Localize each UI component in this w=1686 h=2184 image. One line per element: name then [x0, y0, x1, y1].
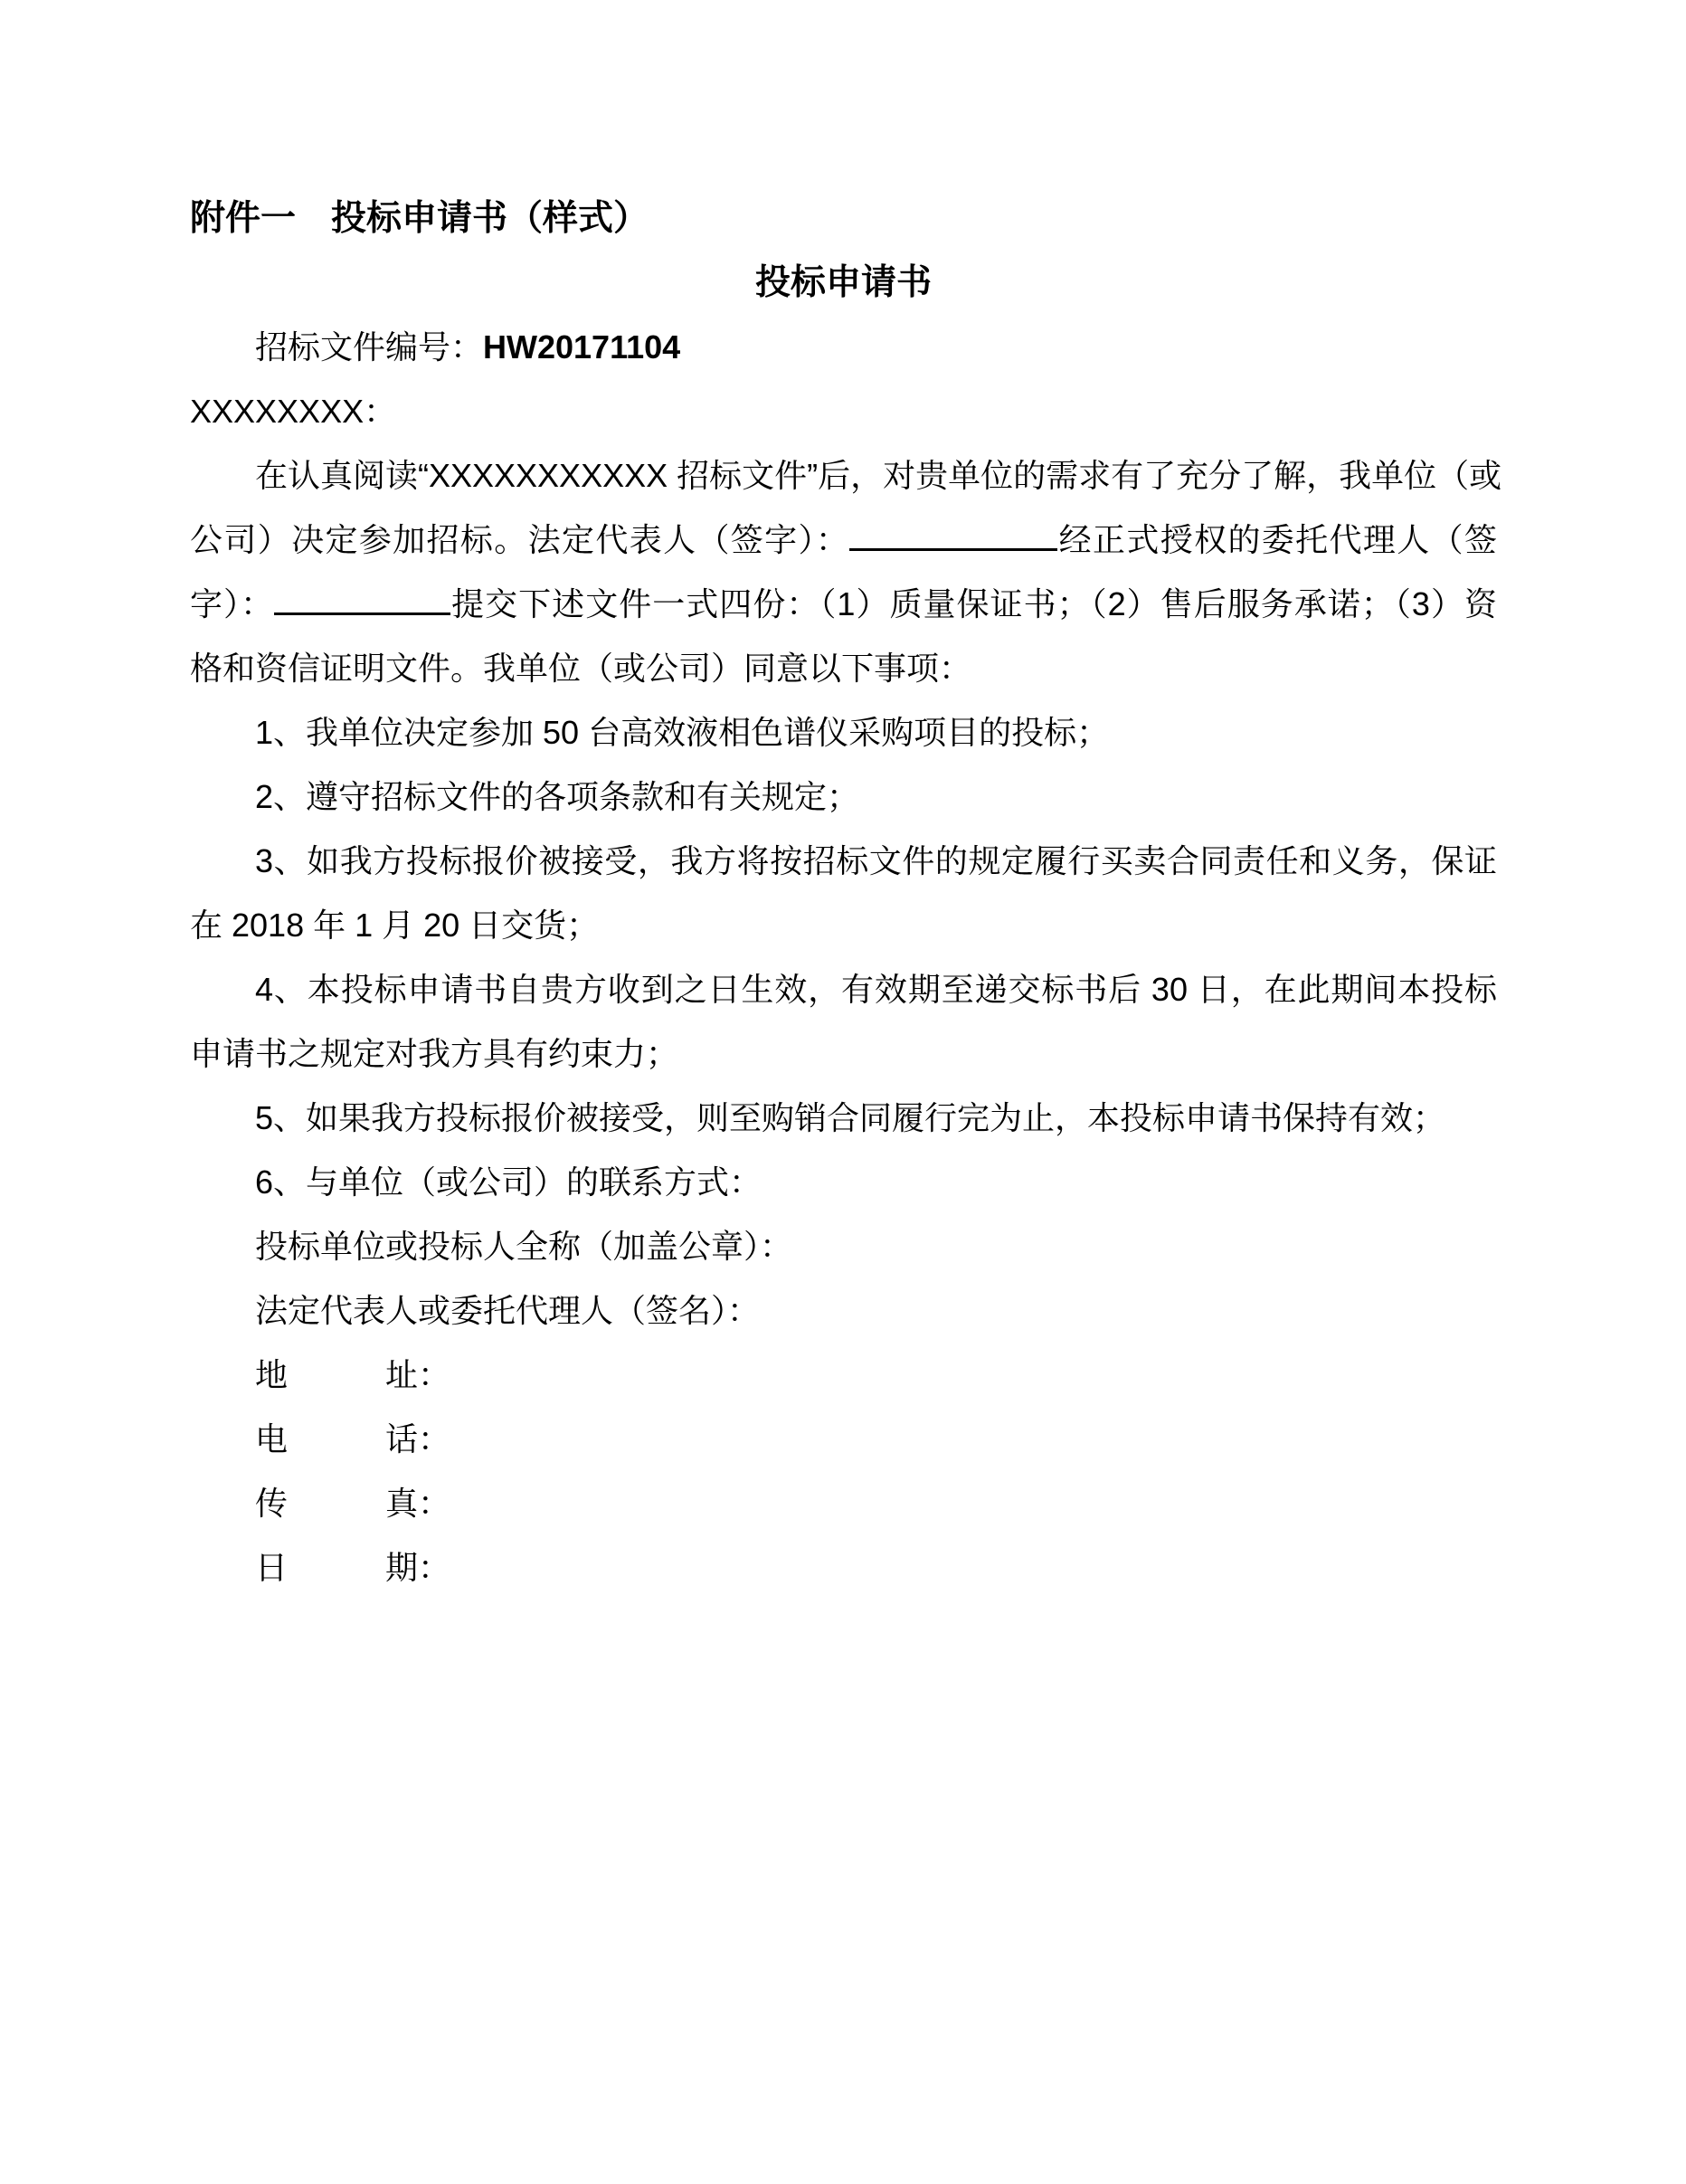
term-item-3-line-1: 3、如我方投标报价被接受，我方将按招标文件的规定履行买卖合同责任和义务，保证: [255, 842, 1497, 879]
document-title: 投标申请书: [754, 263, 932, 302]
contact-phone-line: 电 话：: [255, 1420, 451, 1458]
intro-line-3-text-before: 字）：: [190, 585, 275, 622]
addressee-line: XXXXXXXX：: [190, 393, 397, 430]
term-item-1: 1、我单位决定参加 50 台高效液相色谱仪采购项目的投标；: [255, 714, 1110, 751]
contact-address-line: 地 址：: [255, 1356, 451, 1393]
intro-line-1: 在认真阅读“XXXXXXXXXXX 招标文件”后，对贵单位的需求有了充分了解，我单位（或: [255, 457, 1502, 494]
term-item-4-line-1: 4、本投标申请书自贵方收到之日生效，有效期至递交标书后 30 日，在此期间本投标: [255, 971, 1497, 1008]
attachment-heading: 附件一 投标申请书（样式）: [190, 199, 649, 238]
doc-number-value: HW20171104: [483, 328, 681, 366]
doc-number-label: 招标文件编号：: [255, 328, 484, 366]
contact-company-line: 投标单位或投标人全称（加盖公章）：: [255, 1228, 793, 1265]
intro-line-4: 格和资信证明文件。我单位（或公司）同意以下事项：: [190, 650, 972, 687]
intro-line-2: [190, 508, 1497, 572]
intro-line-3-text-after: 提交下述文件一式四份：（1）质量保证书；（2）售后服务承诺；（3）资: [450, 585, 1497, 622]
term-item-4-line-2: 申请书之规定对我方具有约束力；: [190, 1035, 679, 1072]
term-item-5: 5、如果我方投标报价被接受，则至购销合同履行完为止，本投标申请书保持有效；: [255, 1099, 1446, 1136]
contact-date-line: 日 期：: [255, 1549, 451, 1586]
intro-line-2-text-after: 经正式授权的委托代理人（签: [1057, 521, 1497, 558]
doc-number-line: [190, 315, 1497, 379]
agent-signature-blank: [274, 580, 450, 615]
term-item-3-line-2: 在 2018 年 1 月 20 日交货；: [190, 907, 600, 944]
intro-line-2-text-before: 公司）决定参加招标。法定代表人（签字）：: [190, 521, 850, 558]
term-item-2: 2、遵守招标文件的各项条款和有关规定；: [255, 778, 860, 815]
contact-representative-line: 法定代表人或委托代理人（签名）：: [255, 1292, 761, 1329]
legal-rep-signature-blank: [849, 516, 1057, 551]
term-item-6: 6、与单位（或公司）的联系方式：: [255, 1163, 762, 1201]
contact-fax-line: 传 真：: [255, 1485, 451, 1522]
intro-line-3: [190, 572, 1497, 636]
